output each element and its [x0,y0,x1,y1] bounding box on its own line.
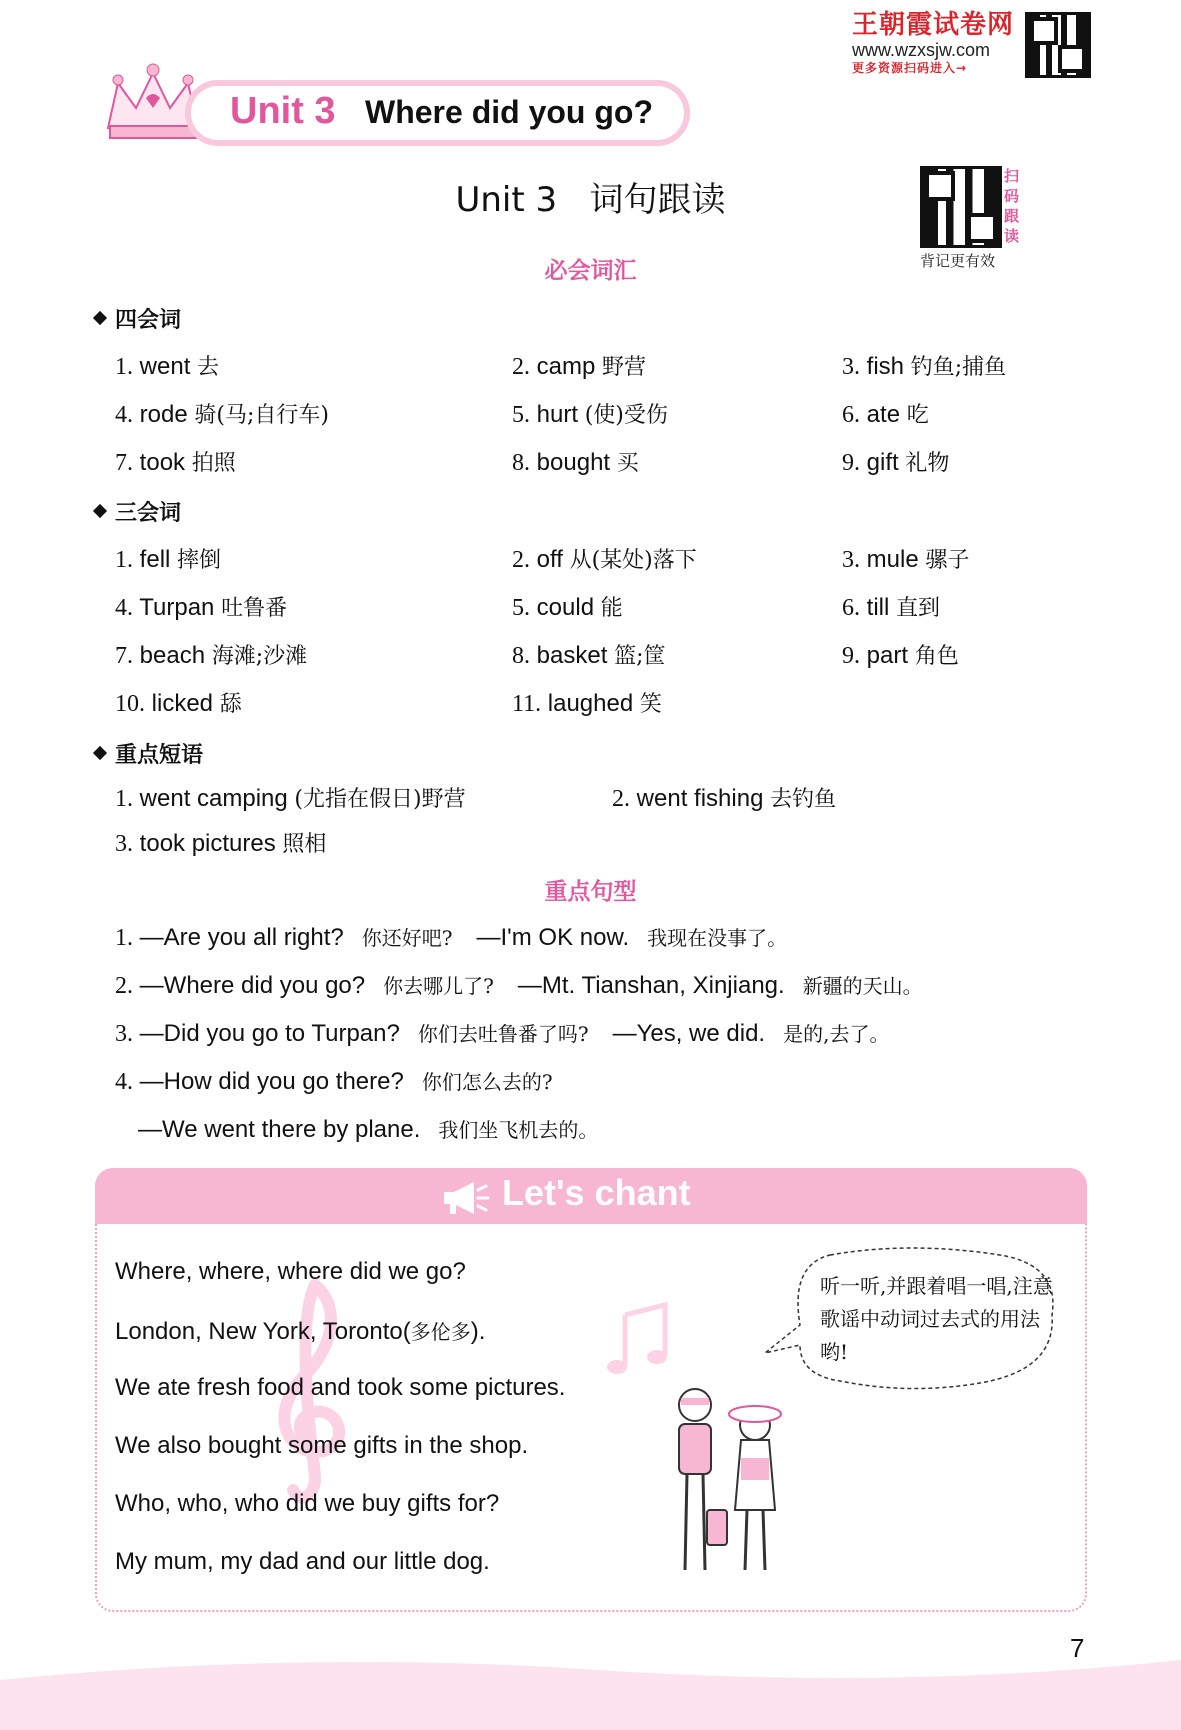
vocab-item: 11. laughed 笑 [512,690,662,717]
vocab-item: 7. took 拍照 [115,449,236,476]
sentence-item: 1. —Are you all right? 你还好吧? —I'm OK now. 我现在没事了。 [115,924,788,951]
follow-read-qr-code-icon[interactable] [920,166,1002,248]
chant-line: Who, who, who did we buy gifts for? [115,1490,500,1517]
phrases-label: 重点短语 [95,738,203,769]
chant-line: Where, where, where did we go? [115,1258,466,1285]
sentence-answer: —We went there by plane. 我们坐飞机去的。 [138,1116,599,1143]
diamond-bullet-icon [93,504,107,518]
qr-side-char: 读 [1004,227,1020,245]
vocab-item: 7. beach 海滩;沙滩 [115,642,308,669]
three-skill-label: 三会词 [95,496,181,527]
qr-caption: 背记更有效 [920,252,996,270]
brand-name: 王朝霞试卷网 [852,10,1015,40]
vocab-item: 9. part 角色 [842,642,959,669]
kids-illustration-icon [655,1380,805,1580]
phrase-item: 3. took pictures 照相 [115,830,327,857]
sentence-item: 4. —How did you go there? 你们怎么去的? [115,1068,553,1095]
vocab-item: 2. camp 野营 [512,353,647,380]
vocab-item: 5. could 能 [512,594,623,621]
vocab-item: 1. went 去 [115,353,220,380]
brand-more: 更多资源扫码进入→ [852,61,968,75]
four-skill-label: 四会词 [95,303,181,334]
vocab-item: 6. till 直到 [842,594,941,621]
unit-label: Unit 3 [230,90,336,132]
brand-qr-code-icon [1025,12,1091,78]
unit-title: Where did you go? [365,94,653,130]
vocab-item: 3. mule 骡子 [842,546,970,573]
bubble-text: 听一听,并跟着唱一唱,注意歌谣中动词过去式的用法哟! [820,1274,1053,1364]
vocab-item: 8. basket 篮;筐 [512,642,666,669]
chant-title: Let's chant [502,1172,691,1213]
chant-line: My mum, my dad and our little dog. [115,1548,490,1575]
qr-side-char: 跟 [1004,207,1020,225]
brand-block [852,10,1022,76]
page-number: 7 [1070,1633,1085,1663]
vocab-item: 9. gift 礼物 [842,449,950,476]
page-title: Unit 3 词句跟读 [455,180,726,220]
sentence-item: 2. —Where did you go? 你去哪儿了? —Mt. Tianshan, Xinjiang. 新疆的天山。 [115,972,923,999]
vocab-item: 3. fish 钓鱼;捕鱼 [842,353,1007,380]
vocab-item: 4. rode 骑(马;自行车) [115,401,329,428]
phrase-item: 1. went camping (尤指在假日)野营 [115,785,466,812]
qr-side-char: 扫 [1004,167,1020,185]
vocab-heading: 必会词汇 [544,258,637,284]
megaphone-icon [440,1178,490,1218]
bottom-wave-decoration [0,1650,1181,1730]
qr-side-text [1004,166,1022,246]
chant-line: We also bought some gifts in the shop. [115,1432,529,1459]
brand-url[interactable]: www.wzxsjw.com [852,40,991,60]
vocab-item: 2. off 从(某处)落下 [512,546,697,573]
vocab-item: 4. Turpan 吐鲁番 [115,594,288,621]
music-note-icon [595,1295,675,1385]
diamond-bullet-icon [93,746,107,760]
sentence-item: 3. —Did you go to Turpan? 你们去吐鲁番了吗? —Yes, we did. 是的,去了。 [115,1020,890,1047]
phrase-item: 2. went fishing 去钓鱼 [612,785,837,812]
sentence-heading: 重点句型 [544,879,637,905]
chant-line: London, New York, Toronto(多伦多). [115,1318,486,1345]
vocab-item: 10. licked 舔 [115,690,242,717]
vocab-item: 1. fell 摔倒 [115,546,222,573]
vocab-item: 5. hurt (使)受伤 [512,401,668,428]
vocab-item: 6. ate 吃 [842,401,929,428]
chant-line: We ate fresh food and took some pictures. [115,1374,566,1401]
diamond-bullet-icon [93,311,107,325]
qr-side-char: 码 [1004,187,1020,205]
vocab-item: 8. bought 买 [512,449,639,476]
